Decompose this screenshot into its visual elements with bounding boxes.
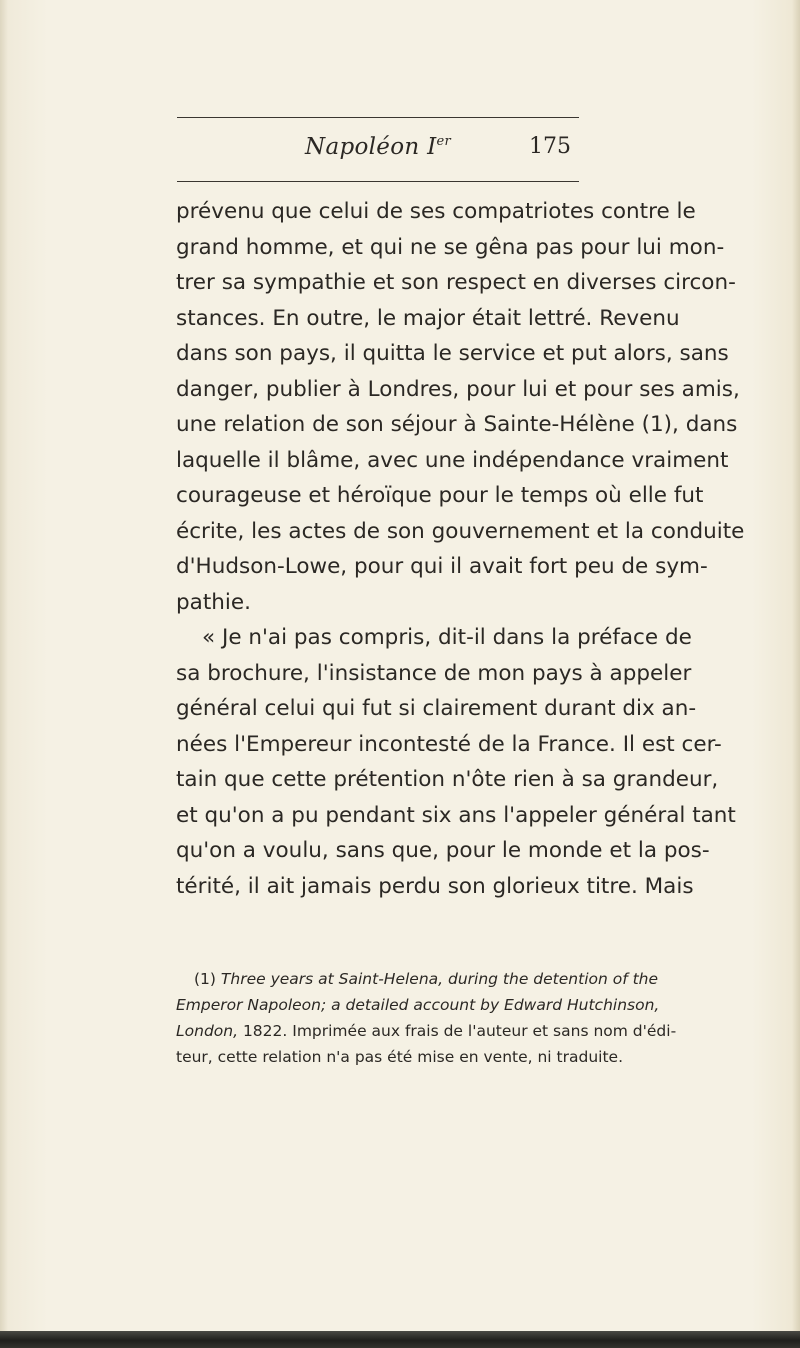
text-line: « Je n'ai pas compris, dit-il dans la préface de xyxy=(202,625,692,650)
text-line: une relation de son séjour à Sainte-Hélène (1), dans xyxy=(176,412,738,437)
text-line: laquelle il blâme, avec une indépendance vraiment xyxy=(176,447,729,473)
text-line: qu'on a voulu, sans que, pour le monde et la pos- xyxy=(176,838,710,863)
text-line: d'Hudson-Lowe, pour qui il avait fort peu de sym- xyxy=(176,554,708,579)
header-rule-bottom xyxy=(177,181,579,182)
text-line: nées l'Empereur incontesté de la France. Il est cer- xyxy=(176,731,722,757)
footnote-line: Emperor Napoleon; a detailed account by Edward Hutchinson, xyxy=(176,996,660,1014)
footnote-line: teur, cette relation n'a pas été mise en vente, ni traduite. xyxy=(176,1048,624,1066)
running-head-title: Napoléon Ier xyxy=(305,134,451,160)
footnote xyxy=(176,966,677,1070)
text-line: trer sa sympathie et son respect en diverses circon- xyxy=(176,270,736,295)
text-line: général celui qui fut si clairement durant dix an- xyxy=(176,696,697,721)
page-edge-left xyxy=(0,0,8,1331)
text-line: tain que cette prétention n'ôte rien à sa grandeur, xyxy=(176,767,719,792)
header-rule-top xyxy=(177,117,579,118)
footnote-line: London, 1822. Imprimée aux frais de l'auteur et sans nom d'édi- xyxy=(176,1022,677,1040)
text-line: danger, publier à Londres, pour lui et pour ses amis, xyxy=(176,376,740,402)
page-edge-right xyxy=(792,0,800,1331)
page-number: 175 xyxy=(529,134,571,159)
running-head xyxy=(177,126,579,172)
text-line: sa brochure, l'insistance de mon pays à appeler xyxy=(176,660,692,686)
text-line: prévenu que celui de ses compatriotes contre le xyxy=(176,199,696,224)
text-line: écrite, les actes de son gouvernement et la conduite xyxy=(176,518,745,544)
text-line: et qu'on a pu pendant six ans l'appeler général tant xyxy=(176,802,736,828)
text-line: dans son pays, il quitta le service et put alors, sans xyxy=(176,341,729,366)
footnote-marker: (1) xyxy=(194,970,216,988)
text-line: courageuse et héroïque pour le temps où elle fut xyxy=(176,483,704,508)
text-line: grand homme, et qui ne se gêna pas pour lui mon- xyxy=(176,234,725,260)
text-line: térité, il ait jamais perdu son glorieux titre. Mais xyxy=(176,873,694,899)
scan-bottom-edge xyxy=(0,1331,800,1348)
text-line: pathie. xyxy=(176,589,251,615)
text-line: stances. En outre, le major était lettré. Revenu xyxy=(176,305,680,331)
main-text xyxy=(176,194,745,904)
footnote-line: (1) Three years at Saint-Helena, during the detention of the xyxy=(194,970,659,988)
